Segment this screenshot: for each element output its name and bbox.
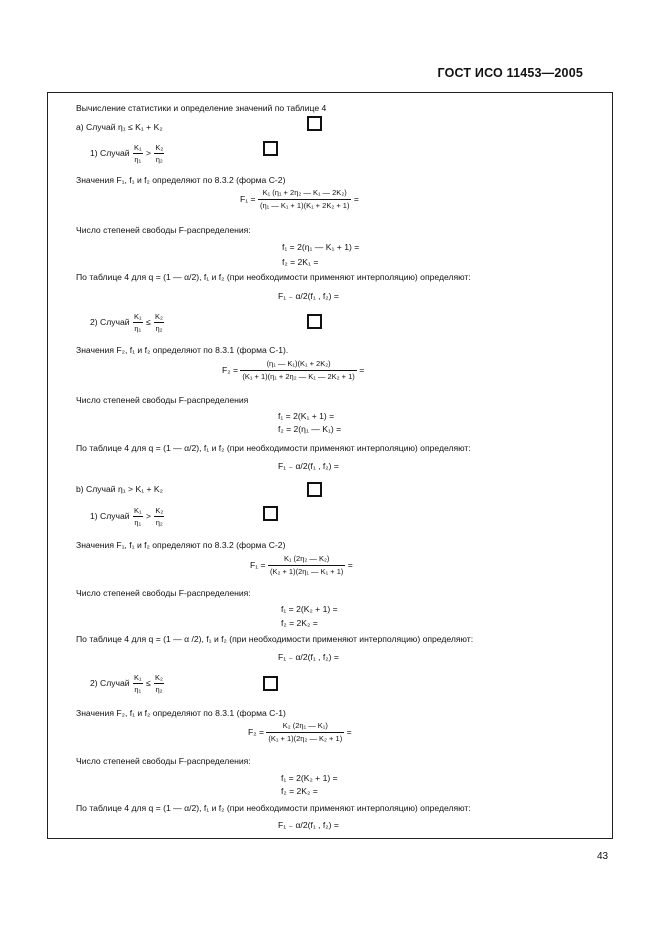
- part-b-case1-f1: f₁ = 2(K₂ + 1) =: [281, 604, 338, 614]
- relation-sign: ≤: [145, 678, 151, 688]
- part-b-case2-result: F₁ ₋ α/2(f₁ , f₂) =: [278, 820, 339, 830]
- relation-sign: ≤: [145, 317, 151, 327]
- formula-lhs: F₁ =: [240, 194, 256, 204]
- part-b-case1-formula: [250, 554, 353, 577]
- formula-numerator: K₂ (2η₁ — K₁): [266, 721, 344, 733]
- part-a-case1-f2: f₂ = 2K₁ =: [282, 257, 319, 267]
- part-a-case2-result: F₁ ₋ α/2(f₁ , f₂) =: [278, 461, 339, 471]
- formula-numerator: (η₁ — K₁)(K₁ + 2K₂): [240, 359, 356, 371]
- formula-rhs: =: [346, 727, 352, 737]
- part-b-case2-values-text: Значения F₂, f₁ и f₂ определяют по 8.3.1 (форма С-1): [76, 708, 286, 718]
- frac-numerator: K₁: [134, 673, 142, 683]
- formula-denominator: (K₁ + 1)(2η₂ — K₂ + 1): [268, 734, 343, 744]
- part-a-case1-f1: f₁ = 2(η₁ — K₁ + 1) =: [282, 242, 360, 252]
- part-a-case2-f1: f₁ = 2(K₁ + 1) =: [278, 411, 335, 421]
- section-title: Вычисление статистики и определение значений по таблице 4: [76, 103, 327, 113]
- frac-numerator: K₂: [155, 673, 163, 683]
- formula-lhs: F₂ =: [222, 365, 238, 375]
- formula-rhs: =: [347, 560, 353, 570]
- relation-sign: >: [145, 511, 151, 521]
- part-a-case1-result: F₁ ₋ α/2(f₁ , f₂) =: [278, 291, 339, 301]
- part-b-case2-f2: f₂ = 2K₂ =: [281, 786, 318, 796]
- part-a-case1-checkbox[interactable]: [263, 141, 278, 156]
- frac-numerator: K₁: [134, 143, 142, 153]
- frac-denominator: η₂: [155, 518, 163, 528]
- part-b-case1-dof-text: Число степеней свободы F-распределения:: [76, 588, 251, 598]
- formula-denominator: (η₁ — K₁ + 1)(K₁ + 2K₂ + 1): [259, 201, 350, 211]
- case-label: 2) Случай: [90, 678, 130, 688]
- part-a-case2-table-text: По таблице 4 для q = (1 — α/2), f₁ и f₂ (при необходимости применяют интерполяцию) определяют:: [76, 443, 471, 453]
- part-b-label: b) Случай η₁ > K₁ + K₂: [76, 484, 163, 494]
- formula-lhs: F₂ =: [248, 727, 264, 737]
- part-a-case1-dof-text: Число степеней свободы F-распределения:: [76, 225, 251, 235]
- relation-sign: >: [145, 148, 151, 158]
- part-a-checkbox[interactable]: [307, 116, 322, 131]
- part-b-case2-checkbox[interactable]: [263, 676, 278, 691]
- frac-numerator: K₂: [155, 506, 164, 516]
- part-a-case1-table-text: По таблице 4 для q = (1 — α/2), f₁ и f₂ (при необходимости применяют интерполяцию) определяют:: [76, 272, 471, 282]
- part-b-case2-dof-text: Число степеней свободы F-распределения:: [76, 756, 251, 766]
- frac-denominator: η₂: [155, 685, 163, 695]
- frac-denominator: η₂: [155, 324, 163, 334]
- part-b-case2-formula: [248, 721, 352, 744]
- frac-denominator: η₁: [134, 685, 142, 695]
- part-a-case1-values-text: Значения F₁, f₁ и f₂ определяют по 8.3.2 (форма С-2): [76, 175, 286, 185]
- formula-rhs: =: [359, 365, 365, 375]
- part-b-case2-f1: f₁ = 2(K₂ + 1) =: [281, 773, 338, 783]
- part-b-case1-table-text: По таблице 4 для q = (1 — α /2), f₁ и f₂ (при необходимости применяют интерполяцию) определяют:: [76, 634, 474, 644]
- formula-denominator: (K₂ + 1)(2η₁ — K₁ + 1): [269, 567, 344, 577]
- part-a-label: а) Случай η₁ ≤ K₁ + K₂: [76, 122, 163, 132]
- part-b-case1-values-text: Значения F₁, f₁ и f₂ определяют по 8.3.2 (форма С-2): [76, 540, 286, 550]
- case-label: 1) Случай: [90, 148, 130, 158]
- frac-numerator: K₁: [134, 506, 142, 516]
- part-b-case2: [90, 670, 165, 696]
- document-header: ГОСТ ИСО 11453—2005: [437, 66, 583, 80]
- frac-denominator: η₁: [134, 324, 142, 334]
- page-number: 43: [597, 851, 609, 862]
- part-a-case1-formula: [240, 188, 359, 211]
- part-a-case2-f2: f₂ = 2(η₁ — K₁) =: [278, 424, 342, 434]
- formula-numerator: K₁ (η₁ + 2η₂ — K₁ — 2K₂): [258, 188, 352, 200]
- formula-lhs: F₁ =: [250, 560, 266, 570]
- frac-numerator: K₂: [155, 143, 164, 153]
- frac-denominator: η₁: [134, 155, 142, 165]
- part-b-checkbox[interactable]: [307, 482, 322, 497]
- part-a-case2-values-text: Значения F₂, f₁ и f₂ определяют по 8.3.1 (форма С-1).: [76, 345, 289, 355]
- part-a-case2: [90, 309, 165, 335]
- part-b-case1-f2: f₂ = 2K₂ =: [281, 618, 318, 628]
- part-a-case2-dof-text: Число степеней свободы F-распределения: [76, 395, 249, 405]
- formula-denominator: (K₁ + 1)(η₁ + 2η₂ — K₁ — 2K₂ + 1): [242, 372, 355, 382]
- frac-numerator: K₁: [134, 312, 142, 322]
- frac-denominator: η₁: [134, 518, 142, 528]
- frac-numerator: K₂: [155, 312, 163, 322]
- case-label: 2) Случай: [90, 317, 130, 327]
- formula-numerator: K₁ (2η₂ — K₂): [268, 554, 345, 566]
- part-b-case1-result: F₁ ₋ α/2(f₁ , f₂) =: [278, 652, 339, 662]
- formula-rhs: =: [353, 194, 359, 204]
- part-b-case1-checkbox[interactable]: [263, 506, 278, 521]
- part-b-case1: [90, 503, 165, 529]
- case-label: 1) Случай: [90, 511, 130, 521]
- part-b-case2-table-text: По таблице 4 для q = (1 — α/2), f₁ и f₂ (при необходимости применяют интерполяцию) определяют:: [76, 803, 471, 813]
- part-a-case2-checkbox[interactable]: [307, 314, 322, 329]
- part-a-case1: [90, 140, 165, 166]
- frac-denominator: η₂: [155, 155, 163, 165]
- part-a-case2-formula: [222, 359, 364, 382]
